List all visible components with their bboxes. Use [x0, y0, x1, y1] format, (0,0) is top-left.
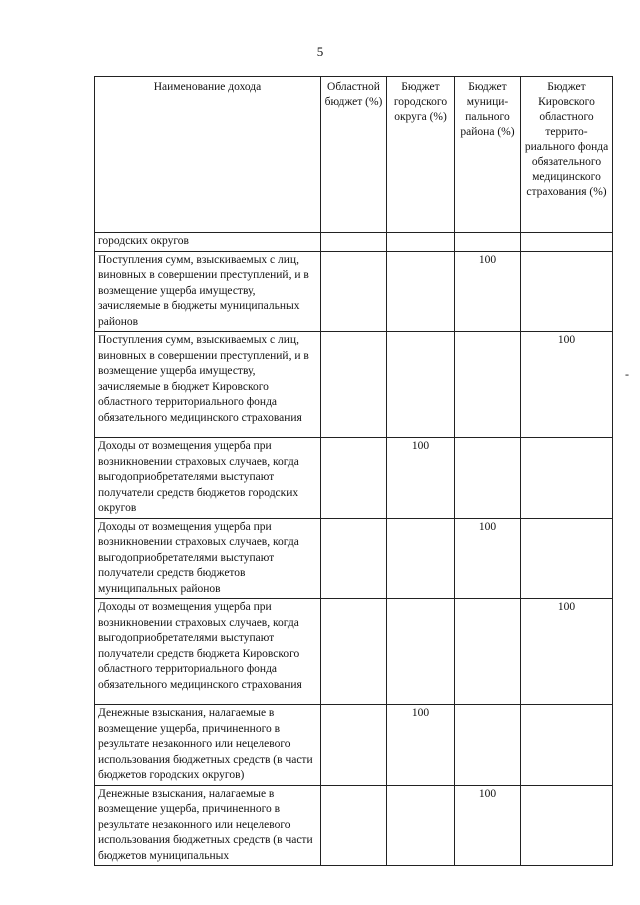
row-city-value: [387, 785, 455, 866]
row-municipal-value: [455, 599, 521, 705]
row-income-name: Доходы от возмещения ущерба при возникновении страховых случаев, когда выгодоприобретателями выступают получатели средств бюджета Кировского областного территориального фонда обязательного медицинского страхования: [95, 599, 321, 705]
header-city-district-budget: Бюджет городского округа (%): [387, 77, 455, 233]
row-city-value: [387, 599, 455, 705]
row-income-name: Денежные взыскания, налагаемые в возмещение ущерба, причиненного в результате незаконного или нецелевого использования бюджетных средств (в части бюджетов муниципальных: [95, 785, 321, 866]
row-city-value: [387, 332, 455, 438]
row-regional-value: [321, 251, 387, 332]
row-regional-value: [321, 599, 387, 705]
table-row: [95, 233, 613, 252]
header-regional-budget: Областной бюджет (%): [321, 77, 387, 233]
row-income-name: Доходы от возмещения ущерба при возникновении страховых случаев, когда выгодоприобретателями выступают получатели средств бюджетов городских округов: [95, 438, 321, 519]
row-income-name: Поступления сумм, взыскиваемых с лиц, виновных в совершении преступлений, и в возмещение ущерба имуществу, зачисляемые в бюджеты муниципальных районов: [95, 251, 321, 332]
header-income-name: Наименование дохода: [95, 77, 321, 233]
table-row: [95, 705, 613, 786]
table-header-row: [95, 77, 613, 233]
row-city-value: [387, 518, 455, 599]
row-fund-value: [521, 785, 613, 866]
header-municipal-district-budget: Бюджет муници-пального района (%): [455, 77, 521, 233]
row-municipal-value: 100: [455, 518, 521, 599]
row-income-name: Доходы от возмещения ущерба при возникновении страховых случаев, когда выгодоприобретателями выступают получатели средств бюджетов муниципальных районов: [95, 518, 321, 599]
table-row: [95, 438, 613, 519]
table-row: [95, 599, 613, 705]
table-row: [95, 785, 613, 866]
header-health-insurance-fund-budget: Бюджет Кировского областного террито-риального фонда обязательного медицинского страхования (%): [521, 77, 613, 233]
row-city-value: 100: [387, 438, 455, 519]
row-fund-value: [521, 233, 613, 252]
income-distribution-table: [94, 76, 613, 866]
row-regional-value: [321, 233, 387, 252]
row-regional-value: [321, 705, 387, 786]
row-city-value: 100: [387, 705, 455, 786]
row-municipal-value: 100: [455, 785, 521, 866]
row-regional-value: [321, 332, 387, 438]
row-income-name: Поступления сумм, взыскиваемых с лиц, виновных в совершении преступлений, и в возмещение ущерба имуществу, зачисляемые в бюджет Кировского областного территориального фонда обязательного медицинского страхования: [95, 332, 321, 438]
row-municipal-value: [455, 705, 521, 786]
row-municipal-value: [455, 438, 521, 519]
row-fund-value: [521, 251, 613, 332]
row-fund-value: [521, 518, 613, 599]
page-number: 5: [316, 44, 324, 59]
row-regional-value: [321, 518, 387, 599]
row-municipal-value: [455, 332, 521, 438]
row-municipal-value: [455, 233, 521, 252]
row-fund-value: [521, 438, 613, 519]
table-row: [95, 251, 613, 332]
table-row: [95, 332, 613, 438]
row-fund-value: [521, 705, 613, 786]
row-regional-value: [321, 438, 387, 519]
table-row: [95, 518, 613, 599]
row-municipal-value: 100: [455, 251, 521, 332]
margin-mark: -: [625, 367, 629, 381]
row-regional-value: [321, 785, 387, 866]
row-income-name: городских округов: [95, 233, 321, 252]
row-city-value: [387, 251, 455, 332]
row-income-name: Денежные взыскания, налагаемые в возмещение ущерба, причиненного в результате незаконного или нецелевого использования бюджетных средств (в части бюджетов городских округов): [95, 705, 321, 786]
row-fund-value: 100: [521, 599, 613, 705]
row-fund-value: 100: [521, 332, 613, 438]
row-city-value: [387, 233, 455, 252]
